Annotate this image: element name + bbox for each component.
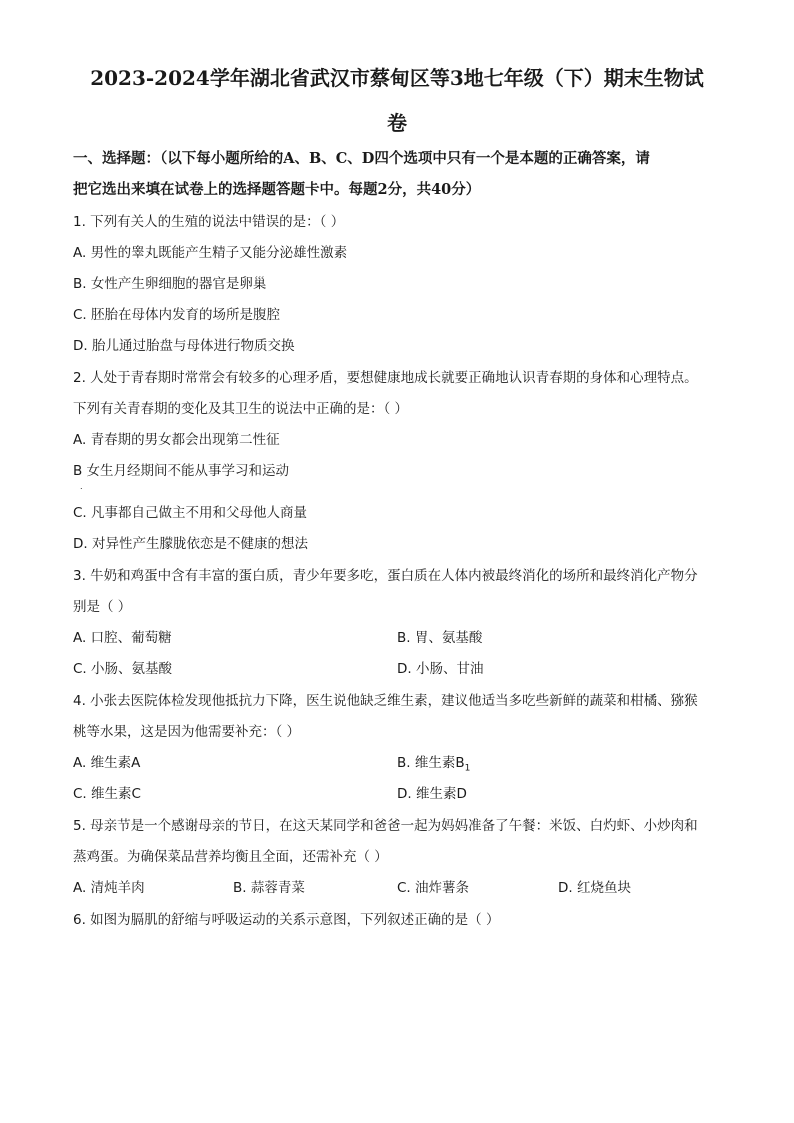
question-2-option-d: D. 对异性产生朦胧依恋是不健康的想法 <box>73 536 308 552</box>
question-2-option-c: C. 凡事都自己做主不用和父母他人商量 <box>73 505 308 521</box>
question-1-option-d: D. 胎儿通过胎盘与母体进行物质交换 <box>73 338 295 354</box>
question-2-option-b: B 女生月经期间不能从事学习和运动 <box>73 463 290 479</box>
question-5-option-a: A. 清炖羊肉 <box>73 880 145 896</box>
question-5-option-c: C. 油炸薯条 <box>397 880 470 896</box>
question-1-option-b: B. 女性产生卵细胞的器官是卵巢 <box>73 276 267 292</box>
question-5-stem-line-2: 蒸鸡蛋。为确保菜品营养均衡且全面，还需补充（ ） <box>73 849 388 865</box>
question-3-option-c: C. 小肠、氨基酸 <box>73 661 173 677</box>
question-3-option-b: B. 胃、氨基酸 <box>397 630 483 646</box>
exam-title-line-1: 2023-2024学年湖北省武汉市蔡甸区等3地七年级（下）期末生物试 <box>90 66 704 90</box>
question-4-option-a: A. 维生素A <box>73 755 141 771</box>
question-1-option-a: A. 男性的睾丸既能产生精子又能分泌雄性激素 <box>73 245 348 261</box>
question-5-option-b: B. 蒜蓉青菜 <box>233 880 305 896</box>
question-4-option-d: D. 维生素D <box>397 786 467 802</box>
exam-title-line-2: 卷 <box>387 111 407 135</box>
question-2-stem-line-2: 下列有关青春期的变化及其卫生的说法中正确的是：（ ） <box>73 401 409 417</box>
stray-dot: . <box>80 482 83 491</box>
question-4-stem-line-1: 4. 小张去医院体检发现他抵抗力下降，医生说他缺乏维生素，建议他适当多吃些新鲜的蔬菜和柑橘、猕猴 <box>73 693 698 709</box>
question-1-stem: 1. 下列有关人的生殖的说法中错误的是：（ ） <box>73 214 345 230</box>
question-5-option-d: D. 红烧鱼块 <box>558 880 631 896</box>
question-4-option-c: C. 维生素C <box>73 786 141 802</box>
question-6-stem: 6. 如图为膈肌的舒缩与呼吸运动的关系示意图，下列叙述正确的是（ ） <box>73 912 500 928</box>
question-4-stem-line-2: 桃等水果，这是因为他需要补充：（ ） <box>73 724 301 740</box>
question-3-option-d: D. 小肠、甘油 <box>397 661 484 677</box>
question-1-option-c: C. 胚胎在母体内发育的场所是腹腔 <box>73 307 281 323</box>
question-4-option-b <box>397 753 470 779</box>
question-3-option-a: A. 口腔、葡萄糖 <box>73 630 172 646</box>
question-4-option-b-text: B. 维生素B <box>397 755 465 771</box>
question-2-stem-line-1: 2. 人处于青春期时常常会有较多的心理矛盾，要想健康地成长就要正确地认识青春期的身体和心理特点。 <box>73 370 698 386</box>
question-3-stem-line-2: 别是（ ） <box>73 599 132 615</box>
question-4-option-b-subscript: 1 <box>464 763 471 774</box>
section-header-line-2: 把它选出来填在试卷上的选择题答题卡中。每题2分，共40分） <box>73 181 481 198</box>
question-2-option-a: A. 青春期的男女都会出现第二性征 <box>73 432 280 448</box>
question-5-stem-line-1: 5. 母亲节是一个感谢母亲的节日，在这天某同学和爸爸一起为妈妈准备了午餐：米饭、白灼虾、小炒肉和 <box>73 818 698 834</box>
question-3-stem-line-1: 3. 牛奶和鸡蛋中含有丰富的蛋白质，青少年要多吃，蛋白质在人体内被最终消化的场所和最终消化产物分 <box>73 568 698 584</box>
section-header-line-1: 一、选择题：（以下每小题所给的A、B、C、D四个选项中只有一个是本题的正确答案，请 <box>73 150 650 167</box>
